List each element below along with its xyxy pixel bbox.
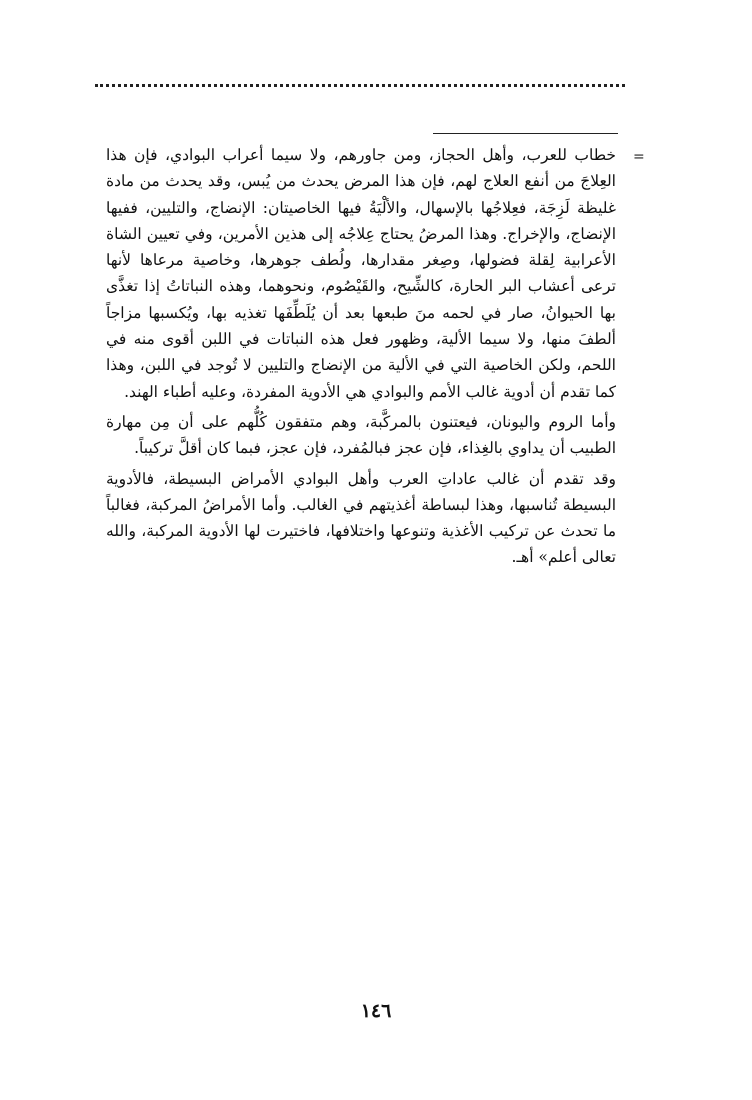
page-number: ١٤٦ — [360, 1000, 392, 1022]
dotted-separator — [95, 84, 625, 87]
continuation-marker: = — [633, 149, 645, 165]
paragraph-2: وأما الروم واليونان، فيعتنون بالمركَّبة، وهم متفقون كُلُّهم على أن مِن مهارة الطبيب أن يداوي بالغِذاء، فإن عجز فبالمُفرد، فإن عجز، فبما كان أقلَّ تركيباً. — [106, 412, 616, 458]
footnote-rule — [433, 133, 618, 134]
footnote-text — [106, 142, 616, 575]
paragraph-3: وقد تقدم أن غالب عاداتِ العرب وأهل البوادي الأمراض البسيطة، فالأدوية البسيطة تُناسبها، وهذا لبساطة أغذيتهم في الغالب. وأما الأمراضُ المركبة، فغالباً ما تحدث عن تركيب الأغذية وتنوعها واختلافها، فاختيرت لها الأدوية المركبة، والله تعالى أعلم» أهـ. — [106, 469, 616, 567]
paragraph-1: خطاب للعرب، وأهل الحجاز، ومن جاورهم، ولا سيما أعراب البوادي، فإن هذا العِلاجَ من أنفع العلاج لهم، فإن هذا المرض يحدث من يُبس، وقد يحدث من مادة غليظة لَزِجَة، فعِلاجُها بالإسهال، والألْيَةُ فيها الخاصيتان: الإنضاج، والتليين، ففيها الإنضاج، والإخراج. وهذا المرضُ يحتاج عِلاجُه إلى هذين الأمرين، وفي تعيين الشاة الأعرابية لِقلة فضولها، وصِغر مقدارها، ولُطف جوهرها، وخاصية مرعاها لأنها ترعى أعشاب البر الحارة، كالشِّيح، والقَيْصُوم، ونحوهما، وهذه النباتاتُ إذا تغذَّى بها الحيوانُ، صار في لحمه منَ طبعها بعد أن يُلَطِّفَها تغذيه بها، ويُكسبها مزاجاً ألطفَ منها، ولا سيما الألية، وظهور فعل هذه النباتات في اللبن أقوى منه في اللحم، ولكن الخاصية التي في الألية من الإنضاج والتليين لا تُوجد في اللبن، وهذا كما تقدم أن أدوية غالب الأمم والبوادي هي الأدوية المفردة، وعليه أطباء الهند. — [106, 146, 616, 401]
